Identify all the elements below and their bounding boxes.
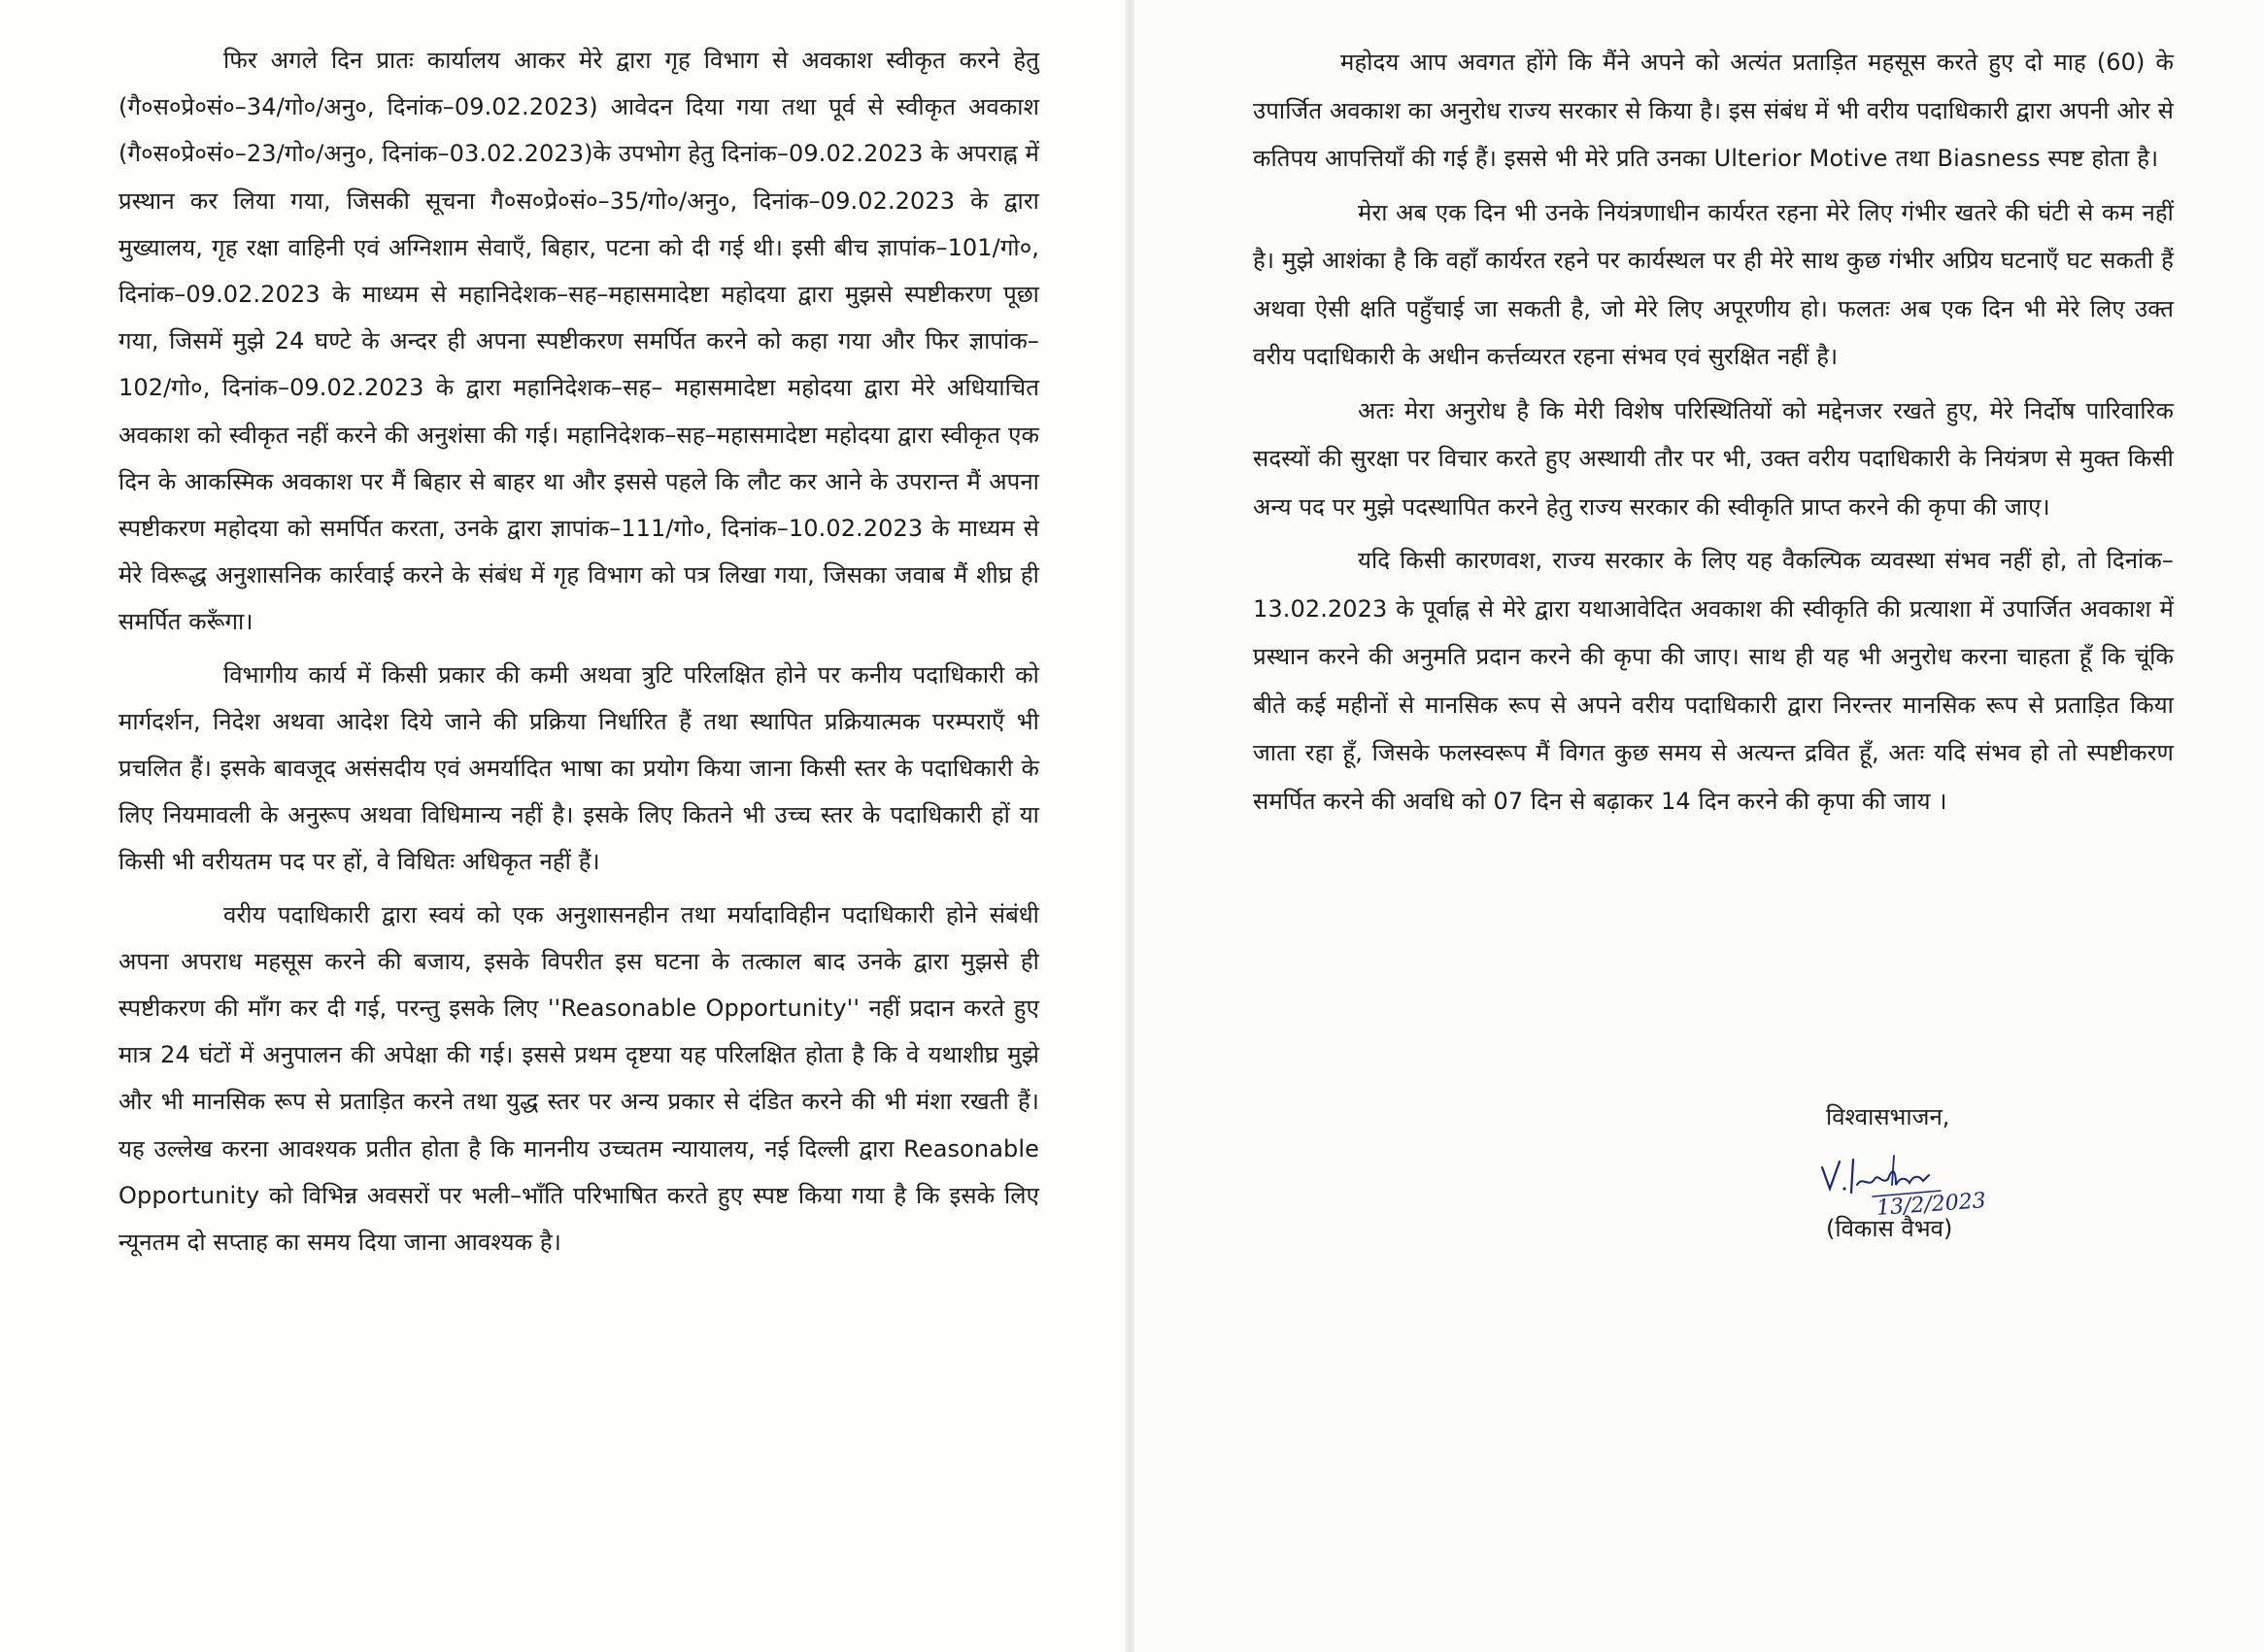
paragraph-procedure: विभागीय कार्य में किसी प्रकार की कमी अथवा त्रुटि परिलक्षित होने पर कनीय पदाधिकारी को मार्गदर्शन, निदेश अथवा आदेश दिये जाने की प्रक्रिया निर्धारित हैं तथा स्थापित प्रक्रियात्मक परम्पराएँ भी प्रचलित हैं। इसके बावजूद असंसदीय एवं अमर्यादित भाषा का प्रयोग किया जाना किसी स्तर के पदाधिकारी के लिए नियमावली के अनुरूप अथवा विधिमान्य नहीं है। इसके लिए कितने भी उच्च स्तर के पदाधिकारी हों या किसी भी वरीयतम पद पर हों, वे विधितः अधिकृत नहीं हैं। xyxy=(118,660,1039,876)
paragraph-request-leave: यदि किसी कारणवश, राज्य सरकार के लिए यह वैकल्पिक व्यवस्था संभव नहीं हो, तो दिनांक–13.02.2023 के पूर्वाह्न से मेरे द्वारा यथाआवेदित अवकाश की स्वीकृति की प्रत्याशा में उपार्जित अवकाश में प्रस्थान करने की अनुमति प्रदान करने की कृपा की जाए। साथ ही यह भी अनुरोध करना चाहता हूँ कि चूंकि बीते कई महीनों से मानसिक रूप से अपने वरीय पदाधिकारी द्वारा निरन्तर मानसिक रूप से प्रताड़ित किया जाता रहा हूँ, जिसके फलस्वरूप मैं विगत कुछ समय से अत्यन्त द्रवित हूँ, अतः यदि संभव हो तो स्पष्टीकरण समर्पित करने की अवधि को 07 दिन से बढ़ाकर 14 दिन करने की कृपा की जाय । xyxy=(1253,547,2174,815)
signature-date: 13/2/2023 xyxy=(1875,1189,1987,1221)
right-page-text xyxy=(1253,39,2174,831)
closing-salutation: विश्वासभाजन, xyxy=(1826,1103,1950,1130)
left-page-text xyxy=(118,37,1039,1271)
signatory-name: (विकास वैभव) xyxy=(1826,1215,1953,1242)
paragraph-earned-leave: महोदय आप अवगत होंगे कि मैंने अपने को अत्यंत प्रताड़ित महसूस करते हुए दो माह (60) के उपार्जित अवकाश का अनुरोध राज्य सरकार से किया है। इस संबंध में भी वरीय पदाधिकारी द्वारा अपनी ओर से कतिपय आपत्तियाँ की गई हैं। इससे भी मेरे प्रति उनका Ulterior Motive तथा Biasness स्पष्ट होता है। xyxy=(1253,49,2174,172)
paragraph-threat: मेरा अब एक दिन भी उनके नियंत्रणाधीन कार्यरत रहना मेरे लिए गंभीर खतरे की घंटी से कम नहीं है। मुझे आशंका है कि वहाँ कार्यरत रहने पर कार्यस्थल पर ही मेरे साथ कुछ गंभीर अप्रिय घटनाएँ घट सकती हैं अथवा ऐसी क्षति पहुँचाई जा सकती है, जो मेरे लिए अपूरणीय हो। फलतः अब एक दिन भी मेरे लिए उक्त वरीय पदाधिकारी के अधीन कर्त्तव्यरत रहना संभव एवं सुरक्षित नहीं है। xyxy=(1253,198,2174,370)
paragraph-reasonable-opportunity: वरीय पदाधिकारी द्वारा स्वयं को एक अनुशासनहीन तथा मर्यादाविहीन पदाधिकारी होने संबंधी अपना अपराध महसूस करने की बजाय, इसके विपरीत इस घटना के तत्काल बाद उनके द्वारा मुझसे ही स्पष्टीकरण की माँग कर दी गई, परन्तु इसके लिए ''Reasonable Opportunity'' नहीं प्रदान करते हुए मात्र 24 घंटों में अनुपालन की अपेक्षा की गई। इससे प्रथम दृष्टया यह परिलक्षित होता है कि वे यथाशीघ्र मुझे और भी मानसिक रूप से प्रताड़ित करने तथा युद्ध स्तर पर अन्य प्रकार से दंडित करने की भी मंशा रखती हैं। यह उल्लेख करना आवश्यक प्रतीत होता है कि माननीय उच्चतम न्यायालय, नई दिल्ली द्वारा Reasonable Opportunity को विभिन्न अवसरों पर भली–भाँति परिभाषित करते हुए स्पष्ट किया गया है कि इसके लिए न्यूनतम दो सप्ताह का समय दिया जाना आवश्यक है। xyxy=(118,900,1039,1257)
paragraph-leave-application: फिर अगले दिन प्रातः कार्यालय आकर मेरे द्वारा गृह विभाग से अवकाश स्वीकृत करने हेतु (गै०स०प्रे०सं०–34/गो०/अनु०, दिनांक–09.02.2023) आवेदन दिया गया तथा पूर्व से स्वीकृत अवकाश (गै०स०प्रे०सं०–23/गो०/अनु०, दिनांक–03.02.2023)के उपभोग हेतु दिनांक–09.02.2023 के अपराह्न में प्रस्थान कर लिया गया, जिसकी सूचना गै०स०प्रे०सं०–35/गो०/अनु०, दिनांक–09.02.2023 के द्वारा मुख्यालय, गृह रक्षा वाहिनी एवं अग्निशाम सेवाएँ, बिहार, पटना को दी गई थी। इसी बीच ज्ञापांक–101/गो०, दिनांक–09.02.2023 के माध्यम से महानिदेशक–सह–महासमादेष्टा महोदया द्वारा मुझसे स्पष्टीकरण पूछा गया, जिसमें मुझे 24 घण्टे के अन्दर ही अपना स्पष्टीकरण समर्पित करने को कहा गया और फिर ज्ञापांक–102/गो०, दिनांक–09.02.2023 के द्वारा महानिदेशक–सह– महासमादेष्टा महोदया द्वारा मेरे अधियाचित अवकाश को स्वीकृत नहीं करने की अनुशंसा की गई। महानिदेशक–सह–महासमादेष्टा महोदया द्वारा स्वीकृत एक दिन के आकस्मिक अवकाश पर मैं बिहार से बाहर था और इससे पहले कि लौट कर आने के उपरान्त मैं अपना स्पष्टीकरण महोदया को समर्पित करता, उनके द्वारा ज्ञापांक–111/गो०, दिनांक–10.02.2023 के माध्यम से मेरे विरूद्ध अनुशासनिक कार्रवाई करने के संबंध में गृह विभाग को पत्र लिखा गया, जिसका जवाब मैं शीघ्र ही समर्पित करूँगा। xyxy=(118,47,1039,636)
paragraph-request-transfer: अतः मेरा अनुरोध है कि मेरी विशेष परिस्थितियों को मद्देनजर रखते हुए, मेरे निर्दोष पारिवारिक सदस्यों की सुरक्षा पर विचार करते हुए अस्थायी तौर पर भी, उक्त वरीय पदाधिकारी के नियंत्रण से मुक्त किसी अन्य पद पर मुझे पदस्थापित करने हेतु राज्य सरकार की स्वीकृति प्राप्त करने की कृपा की जाए। xyxy=(1253,396,2174,521)
